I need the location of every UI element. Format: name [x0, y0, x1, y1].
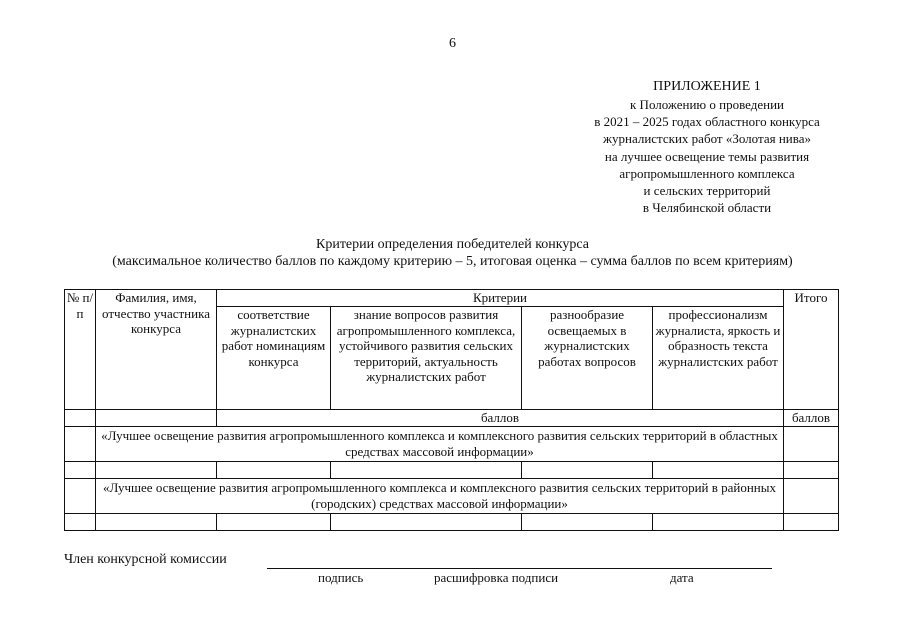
table-cell [331, 514, 522, 531]
appendix-line: агропромышленного комплекса [619, 165, 795, 181]
table-cell [65, 410, 96, 427]
table-cell [522, 462, 653, 479]
table-cell [65, 427, 96, 462]
criteria-table [64, 289, 839, 531]
units-criteria: баллов [217, 410, 784, 427]
decryption-caption: расшифровка подписи [434, 570, 559, 585]
page-number: 6 [449, 36, 456, 51]
table-cell [784, 427, 839, 462]
table-cell [217, 514, 331, 531]
appendix-line: в Челябинской области [642, 200, 772, 216]
header-number: № п/п [65, 290, 96, 410]
criteria-subtitle: (максимальное количество баллов по каждому критерию – 5, итоговая оценка – сумма баллов по всем критериям) [112, 254, 793, 269]
nomination-row: «Лучшее освещение развития агропромышленного комплекса и комплексного развития сельских территорий в областных средствах массовой информации» [96, 427, 784, 462]
table-cell [653, 514, 784, 531]
criteria-title: Критерии определения победителей конкурса [315, 237, 589, 252]
table-cell [65, 462, 96, 479]
signature-label: Член конкурсной комиссии [64, 552, 227, 567]
table-row [65, 462, 839, 479]
table-cell [784, 479, 839, 514]
appendix-line: и сельских территорий [643, 183, 771, 199]
criterion-header: разнообразие освещаемых в журналистских работах вопросов [522, 307, 653, 410]
header-total: Итого [784, 290, 839, 410]
appendix-line: на лучшее освещение темы развития [604, 148, 810, 164]
appendix-heading: ПРИЛОЖЕНИЕ 1 [653, 79, 761, 94]
appendix-block [548, 78, 866, 216]
table-cell [784, 462, 839, 479]
header-participant: Фамилия, имя, отчество участника конкурса [96, 290, 217, 410]
criteria-title-block [0, 236, 905, 270]
criterion-header: знание вопросов развития агропромышленного комплекса, устойчивого развития сельских территорий, актуальность журналистских работ [331, 307, 522, 410]
table-cell [65, 514, 96, 531]
appendix-line: в 2021 – 2025 годах областного конкурса [594, 114, 820, 130]
table-cell [217, 462, 331, 479]
table-cell [653, 462, 784, 479]
table-cell [65, 479, 96, 514]
date-caption: дата [670, 570, 694, 585]
table-cell [96, 514, 217, 531]
appendix-line: к Положению о проведении [629, 97, 785, 112]
units-total: баллов [784, 410, 839, 427]
criterion-header: соответствие журналистских работ номинациям конкурса [217, 307, 331, 410]
table-cell [96, 462, 217, 479]
signature-line [267, 568, 772, 569]
table-cell [331, 462, 522, 479]
nomination-row: «Лучшее освещение развития агропромышленного комплекса и комплексного развития сельских территорий в районных (городских) средствах массовой информации» [96, 479, 784, 514]
table-row [65, 514, 839, 531]
table-cell [784, 514, 839, 531]
table-cell [96, 410, 217, 427]
signature-caption: подпись [318, 570, 364, 585]
table-cell [522, 514, 653, 531]
criterion-header: профессионализм журналиста, яркость и образность текста журналистских работ [653, 307, 784, 410]
header-criteria: Критерии [217, 290, 784, 307]
appendix-line: журналистских работ «Золотая нива» [603, 131, 811, 147]
